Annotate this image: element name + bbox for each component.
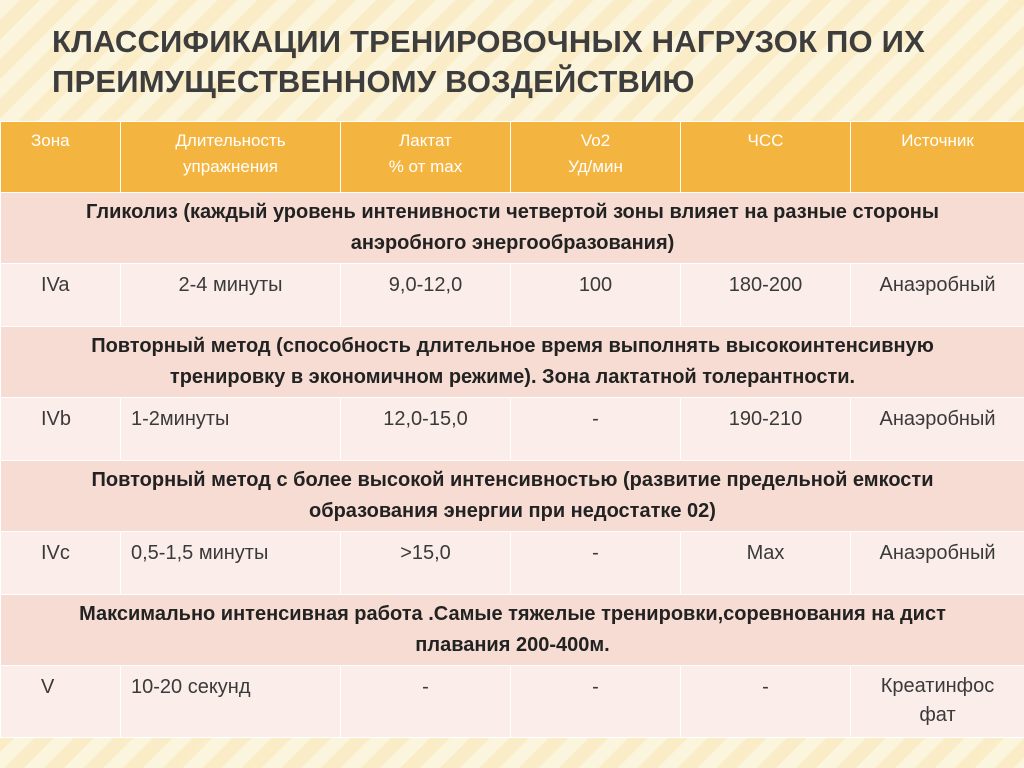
cell-lactate: 9,0-12,0 xyxy=(341,264,511,327)
cell-duration: 1-2минуты xyxy=(121,398,341,461)
page-title-line-1: КЛАССИФИКАЦИИ ТРЕНИРОВОЧНЫХ НАГРУЗОК ПО ИХ xyxy=(52,24,926,59)
section-row xyxy=(1,193,1024,264)
header-zone: Зона xyxy=(1,122,121,193)
section-row xyxy=(1,461,1024,532)
header-duration: Длительность упражнения xyxy=(121,122,341,193)
cell-vo2: - xyxy=(511,398,681,461)
cell-zone: V xyxy=(1,666,121,738)
cell-zone: IVb xyxy=(1,398,121,461)
cell-vo2: - xyxy=(511,666,681,738)
cell-duration: 2-4 минуты xyxy=(121,264,341,327)
section-description: Максимально интенсивная работа .Самые тяжелые тренировки,соревнования на дист плавания 200-400м. xyxy=(1,595,1024,666)
section-description: Повторный метод с более высокой интенсивностью (развитие предельной емкости образования энергии при недостатке 02) xyxy=(1,461,1024,532)
cell-lactate: - xyxy=(341,666,511,738)
header-source: Источник xyxy=(851,122,1024,193)
cell-source: Анаэробный xyxy=(851,264,1024,327)
table-row xyxy=(1,666,1024,738)
table-row xyxy=(1,398,1024,461)
section-row xyxy=(1,595,1024,666)
table-row xyxy=(1,532,1024,595)
cell-lactate: >15,0 xyxy=(341,532,511,595)
cell-zone: IVc xyxy=(1,532,121,595)
cell-hr: - xyxy=(681,666,851,738)
cell-hr: Max xyxy=(681,532,851,595)
page-title xyxy=(52,22,992,102)
cell-source: Анаэробный xyxy=(851,398,1024,461)
page-title-line-2: ПРЕИМУЩЕСТВЕННОМУ ВОЗДЕЙСТВИЮ xyxy=(52,64,695,99)
header-lactate: Лактат % от max xyxy=(341,122,511,193)
cell-hr: 180-200 xyxy=(681,264,851,327)
section-row xyxy=(1,327,1024,398)
cell-source: Анаэробный xyxy=(851,532,1024,595)
cell-vo2: - xyxy=(511,532,681,595)
section-description: Повторный метод (способность длительное время выполнять высокоинтенсивную тренировку в экономичном режиме). Зона лактатной толерантности. xyxy=(1,327,1024,398)
header-vo2: Vo2 Уд/мин xyxy=(511,122,681,193)
cell-duration: 0,5-1,5 минуты xyxy=(121,532,341,595)
cell-source: Креатинфос фат xyxy=(851,666,1024,738)
cell-vo2: 100 xyxy=(511,264,681,327)
section-description: Гликолиз (каждый уровень интенивности четвертой зоны влияет на разные стороны анэробного энергообразования) xyxy=(1,193,1024,264)
header-hr: ЧСС xyxy=(681,122,851,193)
table-header-row xyxy=(1,122,1024,193)
classification-table xyxy=(0,121,1024,738)
cell-duration: 10-20 секунд xyxy=(121,666,341,738)
cell-zone: IVa xyxy=(1,264,121,327)
cell-hr: 190-210 xyxy=(681,398,851,461)
table-row xyxy=(1,264,1024,327)
cell-lactate: 12,0-15,0 xyxy=(341,398,511,461)
